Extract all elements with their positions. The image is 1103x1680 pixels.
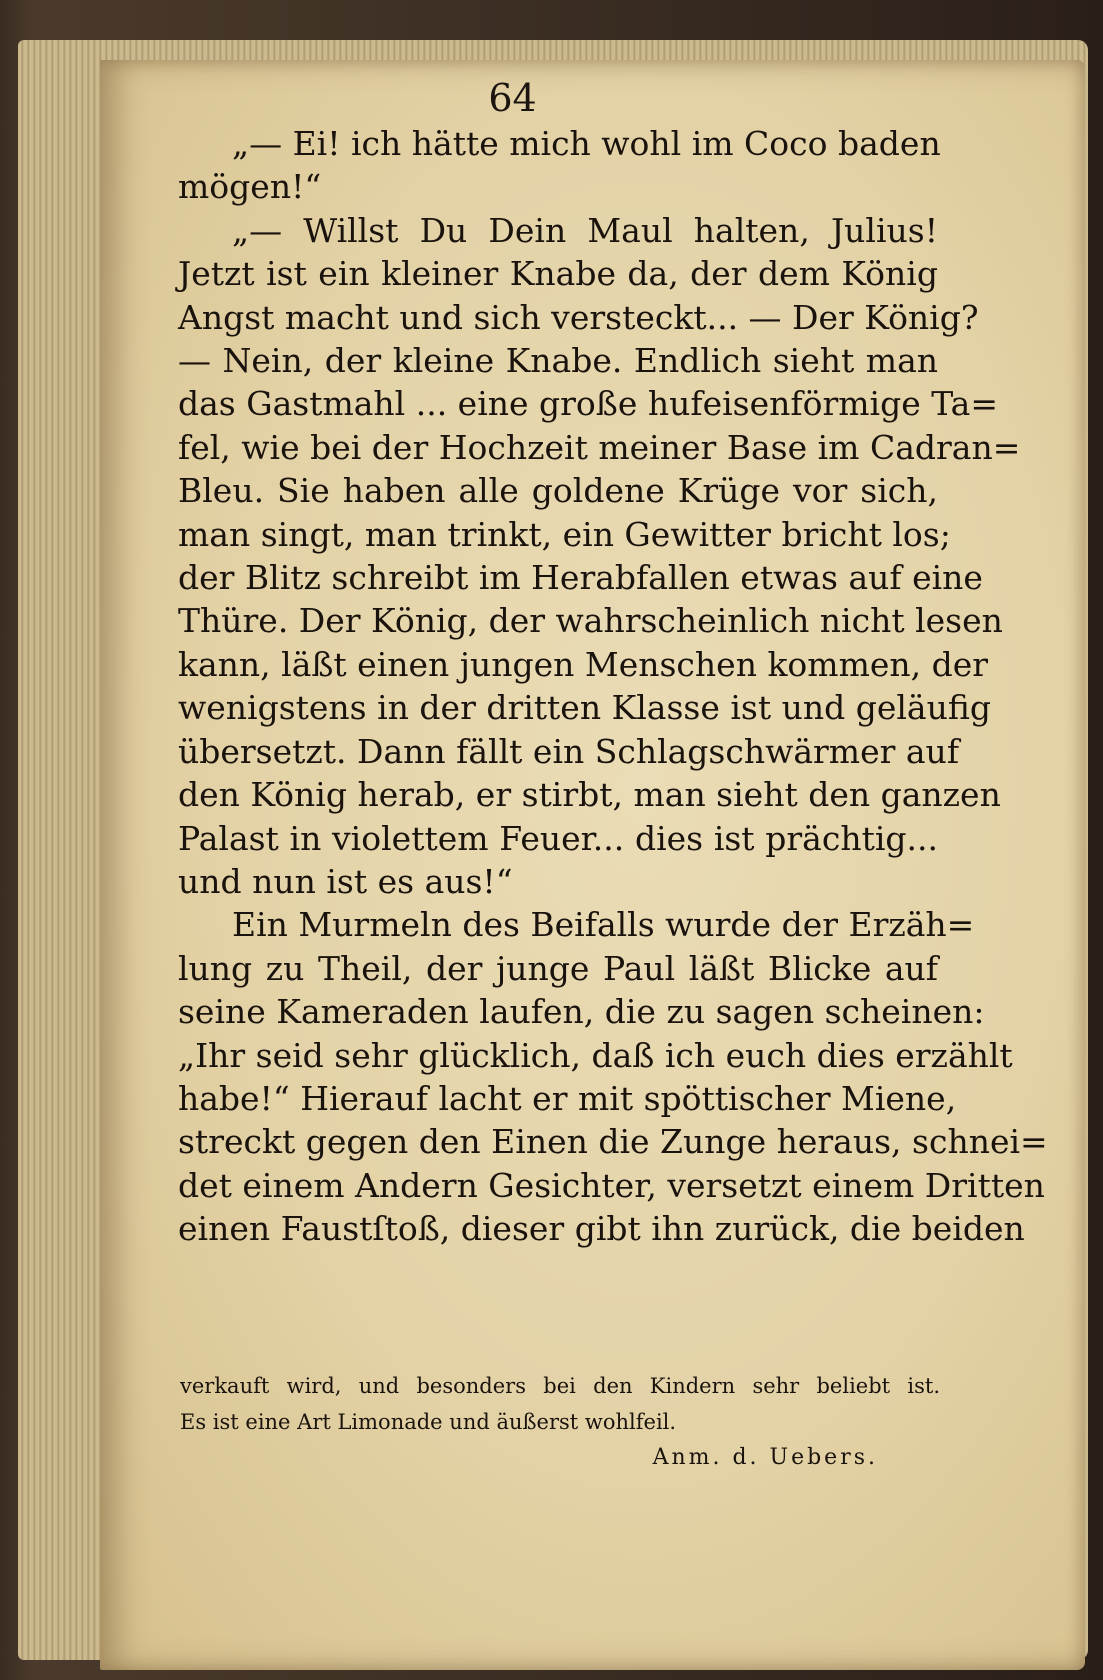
text-line: das Gastmahl ... eine große hufeisenförmige Ta= [178, 384, 999, 424]
text-line: der Blitz schreibt im Herabfallen etwas auf eine [178, 558, 983, 598]
text-line: übersetzt. Dann fällt ein Schlagschwärmer auf [178, 731, 960, 771]
body-text [178, 122, 1048, 1251]
text-line: Bleu. Sie haben alle goldene Krüge vor sich, [178, 471, 938, 511]
text-line: „— Ei! ich hätte mich wohl im Coco baden [232, 124, 941, 163]
text-line: seine Kameraden laufen, die zu sagen scheinen: [178, 992, 985, 1032]
text-line: lung zu Theil, der junge Paul läßt Blicke auf [178, 948, 938, 988]
footnote-line: verkauft wird, und besonders bei den Kindern sehr beliebt ist. [180, 1374, 940, 1398]
page-number: 64 [488, 76, 537, 120]
text-line: mögen!“ [178, 167, 322, 207]
text-line: Palast in violettem Feuer... dies ist prächtig... [178, 818, 938, 858]
text-line: einen Faustſtoß, dieser gibt ihn zurück, die beiden [178, 1209, 1025, 1249]
footnote [180, 1368, 940, 1476]
text-line: Jetzt ist ein kleiner Knabe da, der dem König [178, 254, 938, 294]
footnote-line: Es ist eine Art Limonade und äußerst wohlfeil. [180, 1410, 677, 1434]
text-line: den König herab, er stirbt, man sieht den ganzen [178, 775, 1001, 815]
text-line: kann, läßt einen jungen Menschen kommen, der [178, 644, 989, 684]
text-line: — Nein, der kleine Knabe. Endlich sieht man [178, 341, 938, 381]
text-line: Ein Murmeln des Beifalls wurde der Erzäh= [232, 905, 975, 945]
text-line: man singt, man trinkt, ein Gewitter bricht los; [178, 514, 951, 554]
text-line: und nun ist es aus!“ [178, 861, 513, 901]
text-line: „Ihr seid sehr glücklich, daß ich euch dies erzählt [178, 1035, 1013, 1075]
footnote-signature: Anm. d. Uebers. [652, 1445, 878, 1470]
text-line: fel, wie bei der Hochzeit meiner Base im Cadran= [178, 427, 1021, 467]
text-line: habe!“ Hierauf lacht er mit spöttischer Miene, [178, 1078, 957, 1118]
text-line: det einem Andern Gesichter, versetzt einem Dritten [178, 1165, 1045, 1205]
text-line: Angst macht und sich versteckt... — Der König? [178, 297, 979, 337]
text-line: streckt gegen den Einen die Zunge heraus, schnei= [178, 1122, 1048, 1162]
text-line: „— Willst Du Dein Maul halten, Julius! [232, 210, 938, 250]
text-line: wenigstens in der dritten Klasse ist und geläufig [178, 688, 991, 728]
text-line: Thüre. Der König, der wahrscheinlich nicht lesen [178, 601, 1003, 641]
